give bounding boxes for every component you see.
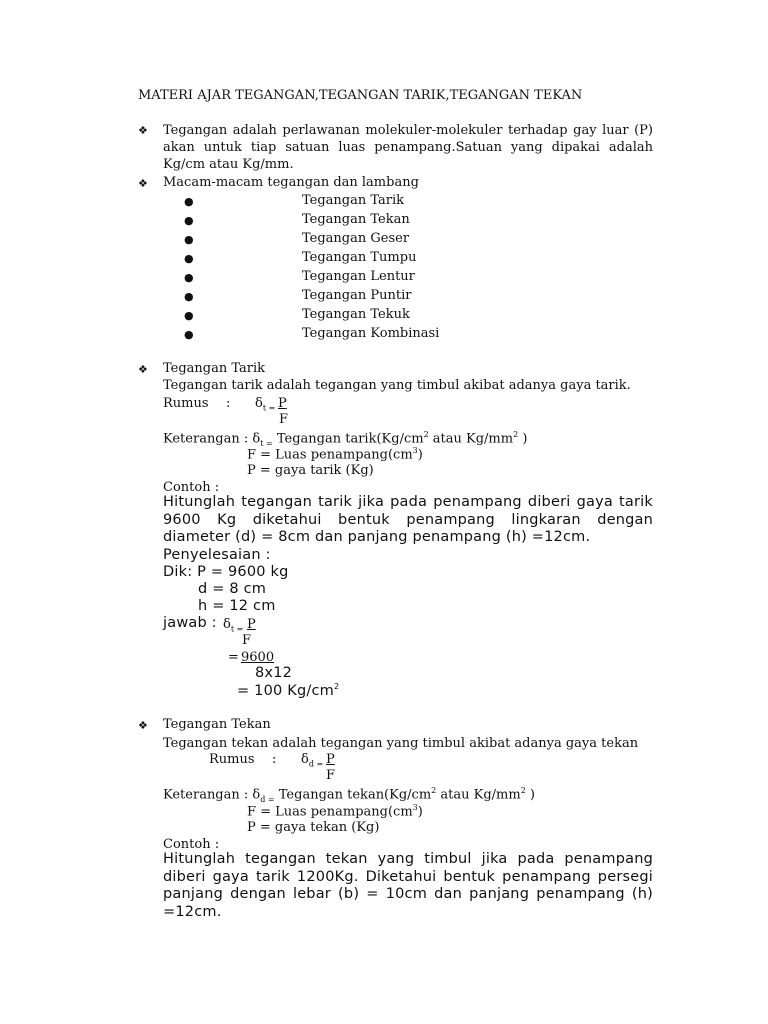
tarik-jawab-numerator: P <box>247 617 256 632</box>
tekan-formula-denominator: F <box>326 768 336 783</box>
list-item: Tegangan Tarik <box>302 193 405 208</box>
dot-bullet-icon: ● <box>184 290 194 303</box>
tekan-rumus-label: Rumus <box>209 752 255 767</box>
dot-bullet-icon: ● <box>184 271 194 284</box>
tekan-keterangan-3: P = gaya tekan (Kg) <box>247 820 380 835</box>
list-item: Tegangan Lentur <box>302 269 415 284</box>
tekan-keterangan-2: F = Luas $penampang(cm^3)$ <box>247 803 423 820</box>
tekan-contoh-label: Contoh : <box>163 837 220 852</box>
tarik-dik: Dik: P = 9600 kg <box>163 564 289 580</box>
tekan-keterangan-1: Keterangan : $\delta_{d =}$ Tegangan $tekan(Kg/cm^2$ atau $Kg/mm^2$ ) <box>163 786 535 804</box>
tarik-keterangan-1: Keterangan : $\delta_{t =}$ Tegangan $tarik(Kg/cm^2$ atau $Kg/mm^2$ ) <box>163 430 528 448</box>
tekan-definition: Tegangan tekan adalah tegangan yang timbul akibat adanya gaya tekan <box>163 736 639 751</box>
page-title: MATERI AJAR TEGANGAN,TEGANGAN TARIK,TEGANGAN TEKAN <box>138 88 583 103</box>
diamond-bullet-icon: ❖ <box>138 124 148 137</box>
tekan-formula-numerator: P <box>326 752 335 767</box>
tarik-penyelesaian: Penyelesaian : <box>163 547 271 563</box>
tarik-formula-denominator: F <box>279 412 289 427</box>
diamond-bullet-icon: ❖ <box>138 177 148 190</box>
tarik-rumus-label: Rumus <box>163 396 209 411</box>
tarik-definition: Tegangan tarik adalah tegangan yang timbul akibat adanya gaya tarik. <box>163 378 631 393</box>
tarik-formula-symbol: $\delta_{t =}$ <box>255 396 276 413</box>
list-item: Tegangan Geser <box>302 231 410 246</box>
tekan-heading: Tegangan Tekan <box>163 717 271 732</box>
tekan-rumus-colon: : <box>272 752 277 767</box>
dot-bullet-icon: ● <box>184 252 194 265</box>
tarik-rumus-colon: : <box>226 396 231 411</box>
tarik-result: = 100 $Kg/cm^2$ <box>237 682 340 699</box>
list-item: Tegangan Kombinasi <box>302 326 440 341</box>
tarik-formula-numerator: P <box>278 396 287 411</box>
dot-bullet-icon: ● <box>184 328 194 341</box>
tarik-calc-denominator: 8x12 <box>255 665 293 681</box>
list-item: Tegangan Tekan <box>302 212 410 227</box>
list-item: Tegangan Puntir <box>302 288 412 303</box>
dot-bullet-icon: ● <box>184 214 194 227</box>
tarik-contoh-label: Contoh : <box>163 480 220 495</box>
tarik-jawab-denominator: F <box>242 633 252 648</box>
tarik-jawab-label: jawab : <box>163 615 217 631</box>
tarik-dik-d: d = 8 cm <box>198 581 267 597</box>
tarik-keterangan-3: P = gaya tarik (Kg) <box>247 463 374 478</box>
dot-bullet-icon: ● <box>184 233 194 246</box>
intro-paragraph: Tegangan adalah perlawanan molekuler-molekuler terhadap gay luar (P) akan untuk tiap satuan luas penampang.Satuan yang dipakai adalah Kg/cm atau Kg/mm. <box>163 123 653 172</box>
diamond-bullet-icon: ❖ <box>138 363 148 376</box>
tarik-calc-numerator: 9600 <box>241 650 275 665</box>
tekan-problem: Hitunglah tegangan tekan yang timbul jika pada penampang diberi gaya tarik 1200Kg. Diketahui bentuk penampang persegi panjang dengan lebar (b) = 10cm dan panjang penampang (h) =12cm. <box>163 851 653 920</box>
dot-bullet-icon: ● <box>184 309 194 322</box>
list-item: Tegangan Tekuk <box>302 307 410 322</box>
diamond-bullet-icon: ❖ <box>138 719 148 732</box>
list-item: Tegangan Tumpu <box>302 250 417 265</box>
tekan-formula-symbol: $\delta_{d =}$ <box>301 752 324 769</box>
tarik-keterangan-2: F = Luas $penampang(cm^3)$ <box>247 446 423 463</box>
tarik-problem: Hitunglah tegangan tarik jika pada penampang diberi gaya tarik 9600 Kg diketahui bentuk penampang lingkaran dengan diameter (d) = 8cm dan panjang penampang (h) =12cm. <box>163 494 653 545</box>
tarik-dik-h: h = 12 cm <box>198 598 276 614</box>
tarik-jawab-symbol: $\delta_{t =}$ <box>223 617 244 634</box>
tarik-calc-eq: = <box>228 650 239 665</box>
tarik-heading: Tegangan Tarik <box>163 361 266 376</box>
types-heading: Macam-macam tegangan dan lambang <box>163 175 419 190</box>
dot-bullet-icon: ● <box>184 195 194 208</box>
